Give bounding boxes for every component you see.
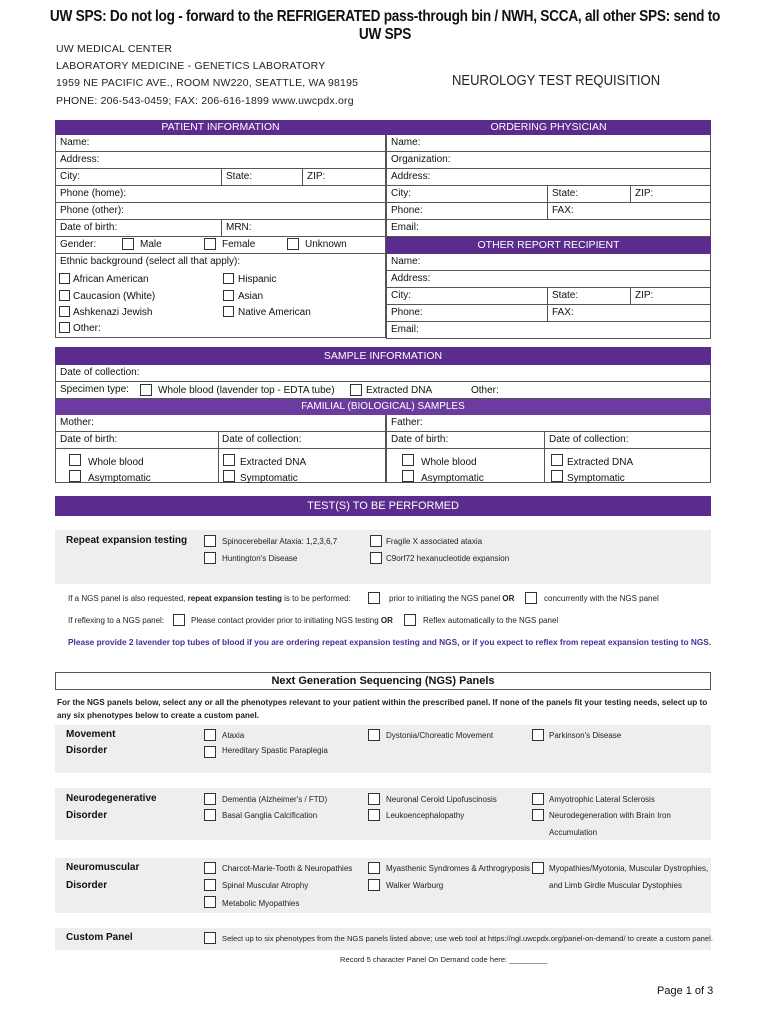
father-extracted-dna-checkbox[interactable] bbox=[551, 454, 563, 466]
patient-mrn-label: MRN: bbox=[226, 222, 252, 233]
cmt-label: Charcot-Marie-Tooth & Neuropathies bbox=[222, 864, 353, 873]
basal-ganglia-checkbox[interactable] bbox=[204, 809, 216, 821]
custom-panel-text: Select up to six phenotypes from the NGS panels listed above; use web tool at https://ngl.uwcpdx.org/panel-on-demand/ to create a custom panel. bbox=[222, 934, 713, 943]
gender-male-checkbox[interactable] bbox=[122, 238, 134, 250]
movement-label-2: Disorder bbox=[66, 745, 108, 756]
sma-label: Spinal Muscular Atrophy bbox=[222, 881, 309, 890]
sample-date-label: Date of collection: bbox=[60, 367, 140, 378]
gender-unknown-label: Unknown bbox=[305, 239, 347, 250]
hsp-label: Hereditary Spastic Paraplegia bbox=[222, 746, 328, 755]
patient-phone-other-field[interactable] bbox=[55, 203, 386, 220]
gender-female-label: Female bbox=[222, 239, 256, 250]
ngs-also-text: If a NGS panel is also requested, repeat expansion testing is to be performed: bbox=[68, 594, 351, 603]
patient-phone-other-label: Phone (other): bbox=[60, 205, 124, 216]
neurodegenerative-label-1: Neurodegenerative bbox=[66, 793, 157, 804]
father-collection-label: Date of collection: bbox=[549, 434, 629, 445]
dementia-checkbox[interactable] bbox=[204, 793, 216, 805]
ataxia-label: Ataxia bbox=[222, 731, 245, 740]
father-symptomatic-label: Symptomatic bbox=[567, 473, 625, 484]
ataxia-checkbox[interactable] bbox=[204, 729, 216, 741]
ngs-panels-header: Next Generation Sequencing (NGS) Panels bbox=[55, 672, 711, 690]
basal-ganglia-label: Basal Ganglia Calcification bbox=[222, 811, 318, 820]
panel-code-field[interactable]: Record 5 character Panel On Demand code here: _________ bbox=[340, 955, 548, 964]
physician-name-field[interactable] bbox=[386, 135, 711, 152]
contact-provider-label: Please contact provider prior to initiating NGS testing OR bbox=[191, 616, 393, 625]
specimen-whole-blood-label: Whole blood (lavender top - EDTA tube) bbox=[158, 385, 335, 396]
ethnic-hispanic-label: Hispanic bbox=[238, 274, 277, 285]
physician-fax-label: FAX: bbox=[552, 205, 574, 216]
physician-zip-label: ZIP: bbox=[635, 188, 654, 199]
tests-header: TEST(S) TO BE PERFORMED bbox=[55, 496, 711, 516]
cmt-checkbox[interactable] bbox=[204, 862, 216, 874]
gender-unknown-checkbox[interactable] bbox=[287, 238, 299, 250]
patient-info-header: PATIENT INFORMATION bbox=[55, 120, 386, 135]
ethnic-native-label: Native American bbox=[238, 307, 311, 318]
specimen-type-label: Specimen type: bbox=[60, 384, 129, 395]
father-whole-blood-label: Whole blood bbox=[421, 457, 477, 468]
mother-asymptomatic-checkbox[interactable] bbox=[69, 470, 81, 482]
mother-dob-row bbox=[55, 432, 386, 449]
other-recipient-header: OTHER REPORT RECIPIENT bbox=[386, 237, 711, 254]
specimen-other-label: Other: bbox=[471, 385, 499, 396]
neurodegenerative-label-2: Disorder bbox=[66, 810, 108, 821]
reflex-auto-checkbox[interactable] bbox=[404, 614, 416, 626]
gender-male-label: Male bbox=[140, 239, 162, 250]
gender-female-checkbox[interactable] bbox=[204, 238, 216, 250]
recipient-name-label: Name: bbox=[391, 256, 421, 267]
fragile-x-label: Fragile X associated ataxia bbox=[386, 537, 483, 546]
ethnic-native-checkbox[interactable] bbox=[223, 306, 234, 317]
lab-department: LABORATORY MEDICINE - GENETICS LABORATORY bbox=[56, 60, 326, 72]
fragile-x-checkbox[interactable] bbox=[370, 535, 382, 547]
father-label: Father: bbox=[391, 417, 423, 428]
physician-phone-label: Phone: bbox=[391, 205, 423, 216]
ethnic-african-label: African American bbox=[73, 274, 149, 285]
concurrent-ngs-label: concurrently with the NGS panel bbox=[544, 594, 659, 603]
walker-checkbox[interactable] bbox=[368, 879, 380, 891]
prior-ngs-checkbox[interactable] bbox=[368, 592, 380, 604]
myopathies-label-1: Myopathies/Myotonia, Muscular Dystrophies, bbox=[549, 864, 709, 873]
ethnic-caucasion-checkbox[interactable] bbox=[59, 290, 70, 301]
lavender-tube-note: Please provide 2 lavender top tubes of blood if you are ordering repeat expansion testing and NGS, or if you expect to reflex from repeat expansion testing to NGS. bbox=[68, 637, 712, 647]
patient-city-label: City: bbox=[60, 171, 80, 182]
sca-checkbox[interactable] bbox=[204, 535, 216, 547]
myopathies-checkbox[interactable] bbox=[532, 862, 544, 874]
neuromuscular-label-2: Disorder bbox=[66, 880, 108, 891]
walker-label: Walker Warburg bbox=[386, 881, 444, 890]
recipient-address-label: Address: bbox=[391, 273, 431, 284]
myopathies-label-2: and Limb Girdle Muscular Dystophies bbox=[549, 881, 682, 890]
mother-extracted-dna-label: Extracted DNA bbox=[240, 457, 307, 468]
prior-ngs-label: prior to initiating the NGS panel OR bbox=[389, 594, 515, 603]
sca-label: Spinocerebellar Ataxia: 1,2,3,6,7 bbox=[222, 537, 338, 546]
parkinson-label: Parkinson's Disease bbox=[549, 731, 622, 740]
ethnic-other-label: Other: bbox=[73, 323, 101, 334]
mother-dob-label: Date of birth: bbox=[60, 434, 118, 445]
reflex-label: If reflexing to a NGS panel: bbox=[68, 616, 165, 625]
mother-symptomatic-checkbox[interactable] bbox=[223, 470, 235, 482]
father-symptomatic-checkbox[interactable] bbox=[551, 470, 563, 482]
father-dob-row bbox=[386, 432, 711, 449]
reflex-auto-label: Reflex automatically to the NGS panel bbox=[423, 616, 559, 625]
contact-provider-checkbox[interactable] bbox=[173, 614, 185, 626]
recipient-phone-label: Phone: bbox=[391, 307, 423, 318]
father-whole-blood-checkbox[interactable] bbox=[402, 454, 414, 466]
sma-checkbox[interactable] bbox=[204, 879, 216, 891]
patient-name-field[interactable] bbox=[55, 135, 386, 152]
specimen-extracted-dna-label: Extracted DNA bbox=[366, 385, 433, 396]
recipient-email-field[interactable] bbox=[386, 322, 711, 339]
patient-address-field[interactable] bbox=[55, 152, 386, 169]
physician-organization-label: Organization: bbox=[391, 154, 451, 165]
recipient-address-field[interactable] bbox=[386, 271, 711, 288]
myasthenic-checkbox[interactable] bbox=[368, 862, 380, 874]
metabolic-checkbox[interactable] bbox=[204, 896, 216, 908]
ordering-physician-header: ORDERING PHYSICIAN bbox=[386, 120, 711, 135]
dystonia-label: Dystonia/Choreatic Movement bbox=[386, 731, 494, 740]
ethnic-asian-label: Asian bbox=[238, 291, 264, 302]
hsp-checkbox[interactable] bbox=[204, 746, 216, 758]
physician-city-label: City: bbox=[391, 188, 411, 199]
physician-address-field[interactable] bbox=[386, 169, 711, 186]
c9orf72-checkbox[interactable] bbox=[370, 552, 382, 564]
recipient-name-field[interactable] bbox=[386, 254, 711, 271]
dystonia-checkbox[interactable] bbox=[368, 729, 380, 741]
mother-whole-blood-label: Whole blood bbox=[88, 457, 144, 468]
leuko-checkbox[interactable] bbox=[368, 809, 380, 821]
ncl-label: Neuronal Ceroid Lipofuscinosis bbox=[386, 795, 497, 804]
mother-extracted-dna-checkbox[interactable] bbox=[223, 454, 235, 466]
ethnic-caucasion-label: Caucasion (White) bbox=[73, 291, 156, 302]
ngs-intro-line1: For the NGS panels below, select any or all the phenotypes relevant to your patient within the prescribed panel. If none of the panels fit your testing needs, select up to bbox=[57, 698, 708, 707]
c9orf72-label: C9orf72 hexanucleotide expansion bbox=[386, 554, 510, 563]
mother-label: Mother: bbox=[60, 417, 94, 428]
form-title: NEUROLOGY TEST REQUISITION bbox=[452, 73, 661, 89]
patient-phone-home-label: Phone (home): bbox=[60, 188, 127, 199]
father-field[interactable] bbox=[386, 415, 711, 432]
sample-info-header: SAMPLE INFORMATION bbox=[55, 347, 711, 365]
recipient-zip-label: ZIP: bbox=[635, 290, 654, 301]
recipient-state-label: State: bbox=[552, 290, 579, 301]
als-checkbox[interactable] bbox=[532, 793, 544, 805]
ethnic-hispanic-checkbox[interactable] bbox=[223, 273, 234, 284]
patient-address-label: Address: bbox=[60, 154, 100, 165]
physician-email-label: Email: bbox=[391, 222, 419, 233]
ngs-intro-line2: any six phenotypes below to create a custom panel. bbox=[57, 711, 260, 720]
patient-city-row bbox=[55, 169, 386, 186]
leuko-label: Leukoencephalopathy bbox=[386, 811, 465, 820]
physician-state-label: State: bbox=[552, 188, 579, 199]
nbia-label-1: Neurodegeneration with Brain Iron bbox=[549, 811, 671, 820]
dementia-label: Dementia (Alzheimer's / FTD) bbox=[222, 795, 328, 804]
mother-whole-blood-checkbox[interactable] bbox=[69, 454, 81, 466]
als-label: Amyotrophic Lateral Sclerosis bbox=[549, 795, 655, 804]
patient-phone-home-field[interactable] bbox=[55, 186, 386, 203]
lab-address: 1959 NE PACIFIC AVE., ROOM NW220, SEATTLE, WA 98195 bbox=[56, 77, 359, 89]
specimen-extracted-dna-checkbox[interactable] bbox=[350, 384, 362, 396]
ethnic-asian-checkbox[interactable] bbox=[223, 290, 234, 301]
nbia-checkbox[interactable] bbox=[532, 809, 544, 821]
patient-zip-label: ZIP: bbox=[307, 171, 326, 182]
movement-label-1: Movement bbox=[66, 729, 116, 740]
huntington-checkbox[interactable] bbox=[204, 552, 216, 564]
lab-name: UW MEDICAL CENTER bbox=[56, 43, 173, 55]
physician-name-label: Name: bbox=[391, 137, 421, 148]
physician-email-field[interactable] bbox=[386, 220, 711, 237]
patient-name-label: Name: bbox=[60, 137, 90, 148]
myasthenic-label: Myasthenic Syndromes & Arthrogryposis bbox=[386, 864, 531, 873]
mother-asymptomatic-label: Asymptomatic bbox=[88, 473, 151, 484]
patient-state-label: State: bbox=[226, 171, 253, 182]
ncl-checkbox[interactable] bbox=[368, 793, 380, 805]
parkinson-checkbox[interactable] bbox=[532, 729, 544, 741]
recipient-phone-row bbox=[386, 305, 711, 322]
nbia-label-2: Accumulation bbox=[549, 828, 598, 837]
routing-banner: UW SPS: Do not log - forward to the REFRIGERATED pass-through bin / NWH, SCCA, all other SPS: send to UW SPS bbox=[49, 8, 721, 43]
sample-date-field[interactable] bbox=[55, 365, 711, 382]
father-extracted-dna-label: Extracted DNA bbox=[567, 457, 634, 468]
father-dob-label: Date of birth: bbox=[391, 434, 449, 445]
recipient-city-row bbox=[386, 288, 711, 305]
metabolic-label: Metabolic Myopathies bbox=[222, 899, 300, 908]
ethnic-other-checkbox[interactable] bbox=[59, 322, 70, 333]
patient-gender-label: Gender: bbox=[60, 239, 97, 250]
patient-dob-label: Date of birth: bbox=[60, 222, 118, 233]
huntington-label: Huntington's Disease bbox=[222, 554, 298, 563]
recipient-email-label: Email: bbox=[391, 324, 419, 335]
lab-contact: PHONE: 206-543-0459; FAX: 206-616-1899 www.uwcpdx.org bbox=[56, 95, 354, 107]
mother-symptomatic-label: Symptomatic bbox=[240, 473, 298, 484]
custom-panel-checkbox[interactable] bbox=[204, 932, 216, 944]
repeat-expansion-label: Repeat expansion testing bbox=[66, 535, 188, 546]
physician-address-label: Address: bbox=[391, 171, 431, 182]
recipient-city-label: City: bbox=[391, 290, 411, 301]
physician-phone-row bbox=[386, 203, 711, 220]
father-asymptomatic-checkbox[interactable] bbox=[402, 470, 414, 482]
specimen-whole-blood-checkbox[interactable] bbox=[140, 384, 152, 396]
page-number: Page 1 of 3 bbox=[657, 985, 714, 997]
father-asymptomatic-label: Asymptomatic bbox=[421, 473, 484, 484]
ethnic-background-label: Ethnic background (select all that apply): bbox=[60, 256, 241, 267]
mother-collection-label: Date of collection: bbox=[222, 434, 302, 445]
physician-organization-field[interactable] bbox=[386, 152, 711, 169]
neuromuscular-label-1: Neuromuscular bbox=[66, 862, 140, 873]
mother-field[interactable] bbox=[55, 415, 386, 432]
familial-samples-header: FAMILIAL (BIOLOGICAL) SAMPLES bbox=[55, 399, 711, 415]
ethnic-ashkenazi-label: Ashkenazi Jewish bbox=[73, 307, 153, 318]
recipient-fax-label: FAX: bbox=[552, 307, 574, 318]
custom-panel-label: Custom Panel bbox=[66, 932, 133, 943]
concurrent-ngs-checkbox[interactable] bbox=[525, 592, 537, 604]
ethnic-african-checkbox[interactable] bbox=[59, 273, 70, 284]
physician-city-row bbox=[386, 186, 711, 203]
ethnic-ashkenazi-checkbox[interactable] bbox=[59, 306, 70, 317]
patient-dob-row bbox=[55, 220, 386, 237]
